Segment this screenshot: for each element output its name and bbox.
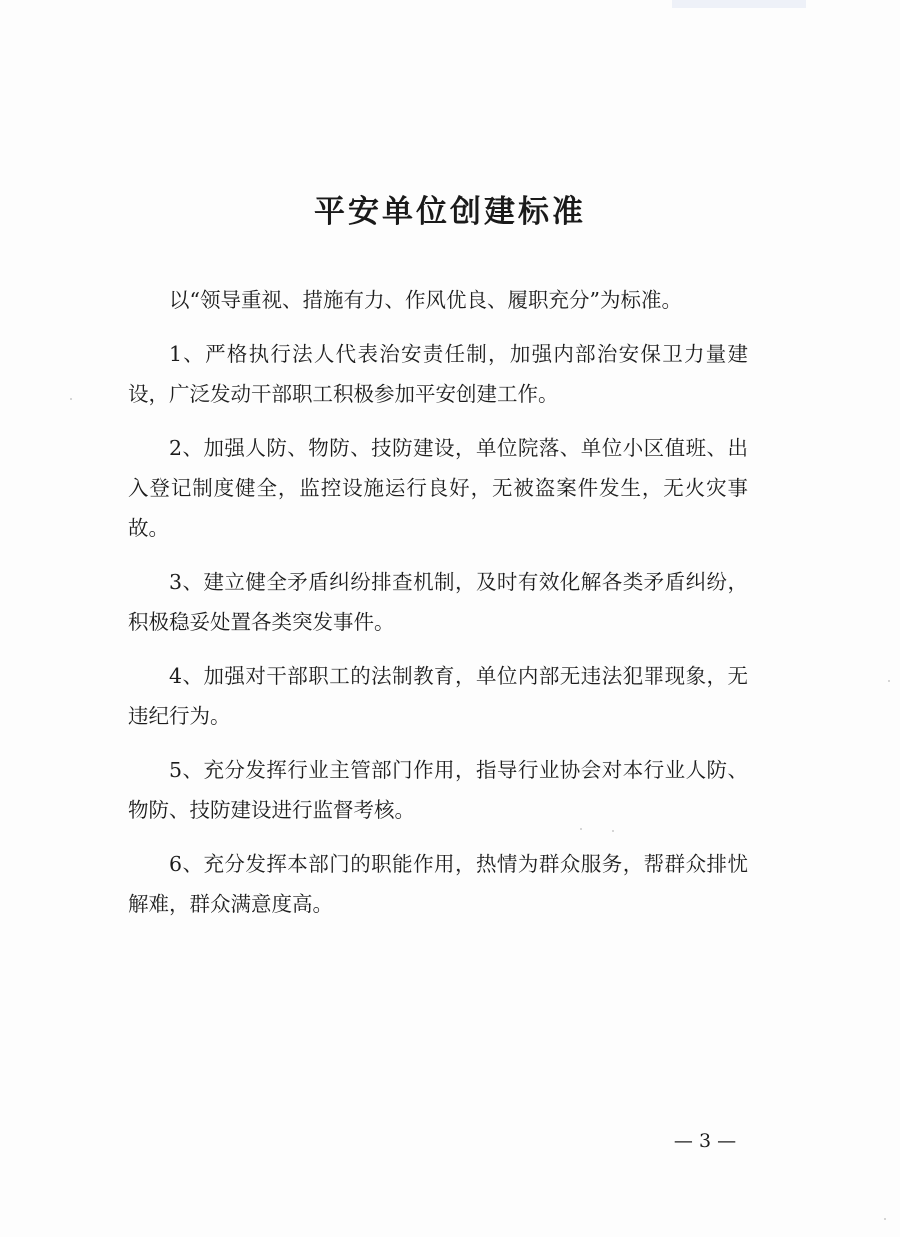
paragraph-item-6: 6、充分发挥本部门的职能作用，热情为群众服务，帮群众排忧解难，群众满意度高。 — [128, 852, 748, 916]
paragraph-item-1: 1、严格执行法人代表治安责任制，加强内部治安保卫力量建设，广泛发动干部职工积极参加平安创建工作。 — [128, 342, 748, 406]
scan-speck — [612, 830, 614, 832]
scan-speck — [884, 1218, 886, 1220]
scan-edge-mark — [672, 0, 806, 8]
paragraph-intro: 以“领导重视、措施有力、作风优良、履职充分”为标准。 — [169, 288, 682, 312]
scan-speck — [70, 398, 72, 400]
paragraph-item-5: 5、充分发挥行业主管部门作用，指导行业协会对本行业人防、物防、技防建设进行监督考核。 — [128, 758, 748, 822]
document-body — [128, 280, 748, 938]
page-number: — 3 — — [673, 1130, 737, 1152]
scan-speck — [580, 828, 582, 830]
paragraph-item-4: 4、加强对干部职工的法制教育，单位内部无违法犯罪现象，无违纪行为。 — [128, 664, 748, 728]
paragraph-item-2: 2、加强人防、物防、技防建设，单位院落、单位小区值班、出入登记制度健全，监控设施运行良好，无被盗案件发生，无火灾事故。 — [128, 436, 748, 540]
paragraph-item-3: 3、建立健全矛盾纠纷排查机制，及时有效化解各类矛盾纠纷，积极稳妥处置各类突发事件。 — [128, 570, 748, 634]
document-title: 平安单位创建标准 — [314, 194, 586, 230]
scan-speck — [888, 680, 890, 682]
